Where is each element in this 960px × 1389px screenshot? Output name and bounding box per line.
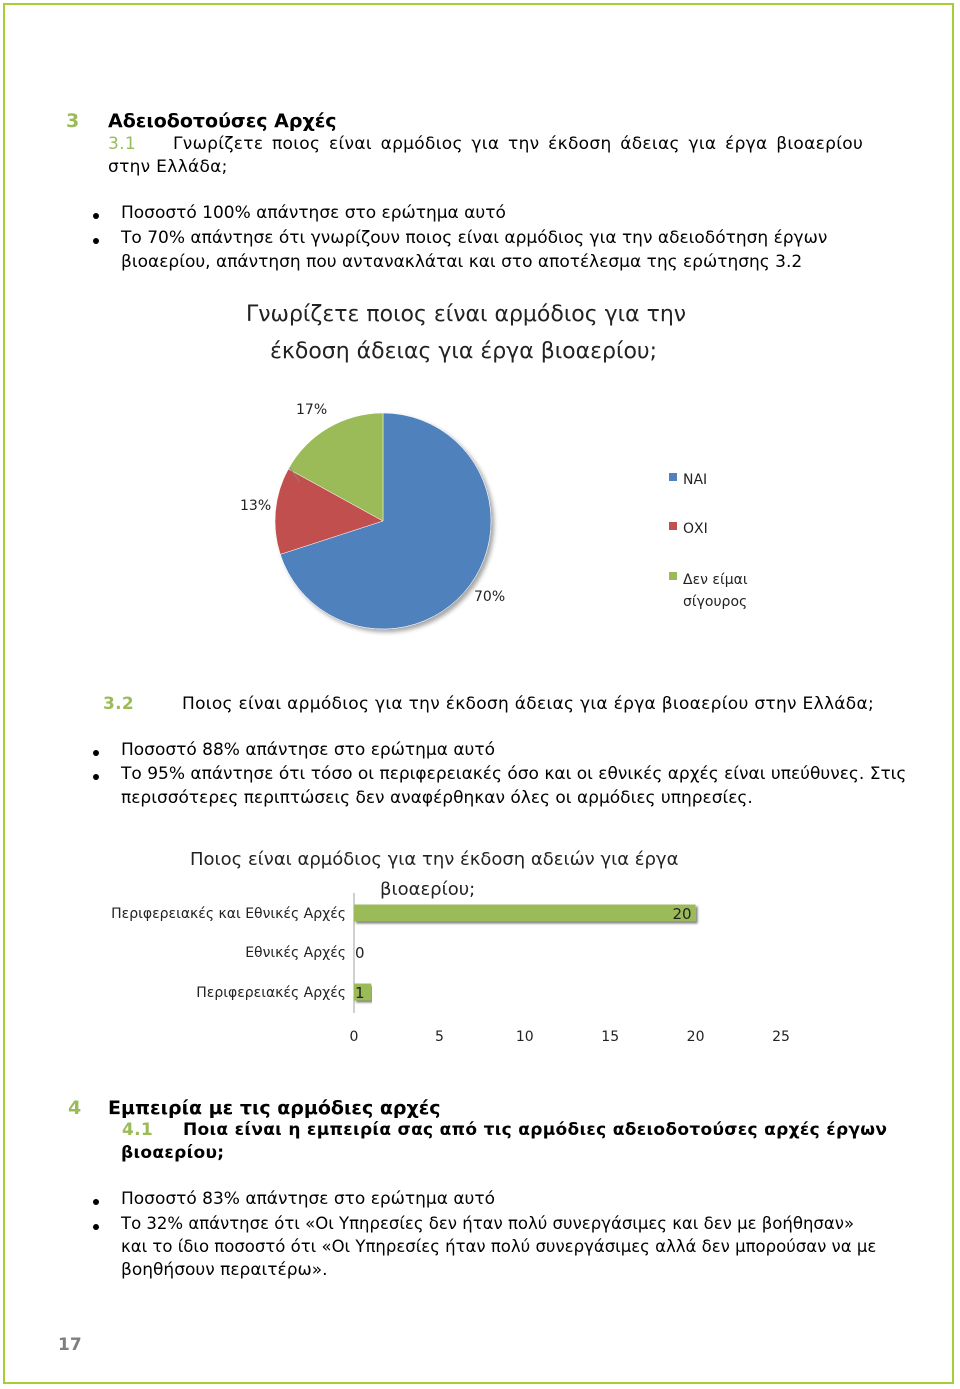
question-3-1-number: 3.1 bbox=[108, 134, 136, 154]
question-3-1-text-line1: Γνωρίζετε ποιος είναι αρμόδιος για την έκδοση άδειας για έργα βιοαερίου bbox=[173, 134, 864, 154]
section-3-number: 3 bbox=[66, 110, 80, 132]
section-3-title: Αδειοδοτούσες Αρχές bbox=[108, 110, 337, 132]
bullet-text: Το 32% απάντησε ότι «Οι Υπηρεσίες δεν ήταν πολύ συνεργάσιμες και δεν με βοήθησαν» bbox=[121, 1214, 855, 1233]
bar-x-tick-label: 10 bbox=[515, 1029, 534, 1045]
legend-label-unsure-line2: σίγουρος bbox=[683, 594, 748, 610]
bar-chart-title-line1: Ποιος είναι αρμόδιος για την έκδοση αδειών για έργα bbox=[190, 849, 679, 870]
question-4-1-text-line1: Ποια είναι η εμπειρία σας από τις αρμόδιες αδειοδοτούσες αρχές έργων bbox=[183, 1120, 888, 1140]
bullet-icon bbox=[93, 1199, 99, 1205]
pie-chart-title-line2: έκδοση άδειας για έργα βιοαερίου; bbox=[270, 339, 658, 364]
bar-category-regional-value-label: 1 bbox=[355, 984, 365, 1002]
pie-chart-title-line1: Γνωρίζετε ποιος είναι αρμόδιος για την bbox=[246, 302, 687, 327]
bar-category-regional-label: Περιφερειακές Αρχές bbox=[196, 985, 346, 1001]
page-number: 17 bbox=[58, 1335, 82, 1355]
question-3-2-text: Ποιος είναι αρμόδιος για την έκδοση άδειας για έργα βιοαερίου στην Ελλάδα; bbox=[182, 694, 875, 714]
bullet-text: Το 95% απάντησε ότι τόσο οι περιφερειακές όσο και οι εθνικές αρχές είναι υπεύθυνες. Στις bbox=[121, 764, 907, 784]
bullet-text: Ποσοστό 83% απάντησε στο ερώτημα αυτό bbox=[121, 1189, 496, 1209]
pie-label-nai: 70% bbox=[474, 589, 506, 605]
section-4-number: 4 bbox=[68, 1097, 82, 1119]
bullet-text: Το 70% απάντησε ότι γνωρίζουν ποιος είναι αρμόδιος για την αδειοδότηση έργων bbox=[121, 228, 828, 248]
pie-label-unsure: 17% bbox=[296, 402, 328, 418]
question-3-1-text-line2: στην Ελλάδα; bbox=[108, 157, 228, 177]
bar-x-tick-label: 25 bbox=[772, 1029, 790, 1045]
question-4-1-number: 4.1 bbox=[122, 1120, 154, 1140]
bar-x-tick-label: 20 bbox=[686, 1029, 705, 1045]
pie-label-oxi: 13% bbox=[240, 498, 272, 514]
bar-x-tick-label: 0 bbox=[349, 1029, 359, 1045]
bar-category-regional-national-bar bbox=[354, 905, 696, 922]
bar-x-tick-label: 5 bbox=[434, 1029, 444, 1045]
bullet-text: Ποσοστό 88% απάντησε στο ερώτημα αυτό bbox=[121, 740, 496, 760]
question-3-2-number: 3.2 bbox=[103, 694, 135, 714]
bar-chart-title-line2: βιοαερίου; bbox=[380, 879, 476, 900]
legend-label-nai: ΝΑΙ bbox=[683, 472, 708, 488]
legend-label-oxi: ΟΧΙ bbox=[683, 521, 708, 537]
question-4-1-text-line2: βιοαερίου; bbox=[121, 1143, 225, 1163]
bar-category-national-label: Εθνικές Αρχές bbox=[245, 945, 346, 961]
bar-category-national-value-label: 0 bbox=[355, 944, 365, 962]
bullet-text-continued: βοηθήσουν περαιτέρω». bbox=[121, 1260, 328, 1280]
bullet-icon bbox=[93, 1224, 99, 1230]
bullet-text-continued: βιοαερίου, απάντηση που αντανακλάται και στο αποτέλεσμα της ερώτησης 3.2 bbox=[121, 252, 803, 272]
bar-category-regional-national-value-label: 20 bbox=[672, 905, 692, 923]
bullet-text-continued: και το ίδιο ποσοστό ότι «Οι Υπηρεσίες ήταν πολύ συνεργάσιμες αλλά δεν μπορούσαν να με bbox=[121, 1237, 877, 1256]
bar-x-tick-label: 15 bbox=[601, 1029, 620, 1045]
section-4-title: Εμπειρία με τις αρμόδιες αρχές bbox=[108, 1097, 441, 1119]
bullet-text-continued: περισσότερες περιπτώσεις δεν αναφέρθηκαν όλες οι αρμόδιες υπηρεσίες. bbox=[121, 788, 753, 808]
legend-label-unsure-line1: Δεν είμαι bbox=[683, 572, 748, 588]
bar-category-regional-national-label: Περιφερειακές και Εθνικές Αρχές bbox=[111, 906, 346, 922]
bullet-text: Ποσοστό 100% απάντησε στο ερώτημα αυτό bbox=[121, 203, 506, 223]
